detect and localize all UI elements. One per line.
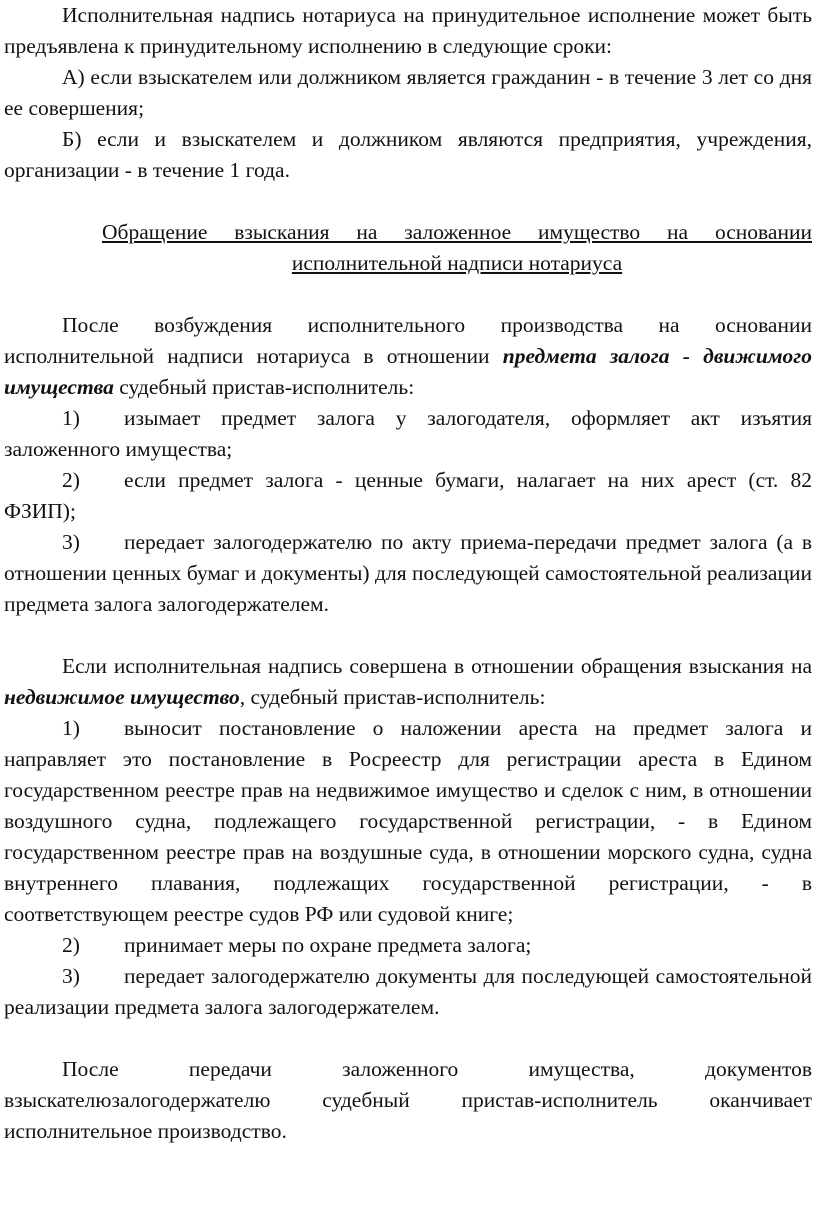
section1-lead-before: После возбуждения исполнительного производства на основании исполнительной надписи нотариуса в отношении bbox=[4, 313, 812, 368]
section2-lead-before: Если исполнительная надпись совершена в отношении обращения взыскания на bbox=[62, 654, 812, 678]
section1-item bbox=[4, 403, 812, 465]
item-number: 3) bbox=[62, 964, 80, 988]
spacer bbox=[4, 1023, 812, 1054]
item-number: 2) bbox=[62, 933, 80, 957]
section2-lead-emphasis: недвижимое имущество bbox=[4, 685, 240, 709]
section-heading bbox=[4, 217, 812, 279]
item-number: 1) bbox=[62, 406, 80, 430]
section1-lead bbox=[4, 310, 812, 403]
item-text: передает залогодержателю документы для последующей самостоятельной реализации предмета залога залогодержателем. bbox=[4, 964, 812, 1019]
intro-item-a: А) если взыскателем или должником является гражданин - в течение 3 лет со дня ее совершения; bbox=[4, 65, 812, 120]
section-heading-text: Обращение взыскания на заложенное имущество на основании исполнительной надписи нотариуса bbox=[102, 220, 812, 275]
item-number: 3) bbox=[62, 530, 80, 554]
section1-lead-after: судебный пристав-исполнитель: bbox=[113, 375, 415, 399]
section1-lead-emphasis: предмета залога - движимого имущества bbox=[4, 344, 812, 399]
spacer bbox=[4, 186, 812, 217]
spacer bbox=[4, 620, 812, 651]
item-number: 1) bbox=[62, 716, 80, 740]
item-text: принимает меры по охране предмета залога; bbox=[124, 933, 532, 957]
item-text: выносит постановление о наложении ареста на предмет залога и направляет это постановление в Росреестр для регистрации ареста в Едином государственном реестре прав на недвижимое имущество и сделок с ним, в отношении воздушного судна, подлежащего государственной регистрации, - в Едином государственном реестре прав на воздушные суда, в отношении морского судна, судна внутреннего плавания, подлежащих государственной регистрации, - в соответствующем реестре судов РФ или судовой книге; bbox=[4, 716, 812, 926]
intro-paragraph: Исполнительная надпись нотариуса на принудительное исполнение может быть предъявлена к принудительному исполнению в следующие сроки: bbox=[4, 3, 812, 58]
item-text: если предмет залога - ценные бумаги, налагает на них арест (ст. 82 ФЗИП); bbox=[4, 468, 812, 523]
item-text: передает залогодержателю по акту приема-передачи предмет залога (а в отношении ценных бумаг и документы) для последующей самостоятельной реализации предмета залога залогодержателем. bbox=[4, 530, 812, 616]
section2-item bbox=[4, 961, 812, 1023]
closing-paragraph: После передачи заложенного имущества, документов взыскателюзалогодержателю судебный пристав-исполнитель оканчивает исполнительное производство. bbox=[4, 1057, 812, 1143]
section2-lead bbox=[4, 651, 812, 713]
section1-item bbox=[4, 527, 812, 620]
spacer bbox=[4, 279, 812, 310]
item-text: изымает предмет залога у залогодателя, оформляет акт изъятия заложенного имущества; bbox=[4, 406, 812, 461]
section2-item bbox=[4, 713, 812, 930]
section2-lead-after: , судебный пристав-исполнитель: bbox=[239, 685, 546, 709]
item-number: 2) bbox=[62, 468, 80, 492]
section2-item bbox=[4, 930, 812, 961]
section1-item bbox=[4, 465, 812, 527]
intro-item-b: Б) если и взыскателем и должником являются предприятия, учреждения, организации - в течение 1 года. bbox=[4, 127, 812, 182]
document-page bbox=[4, 0, 812, 1147]
